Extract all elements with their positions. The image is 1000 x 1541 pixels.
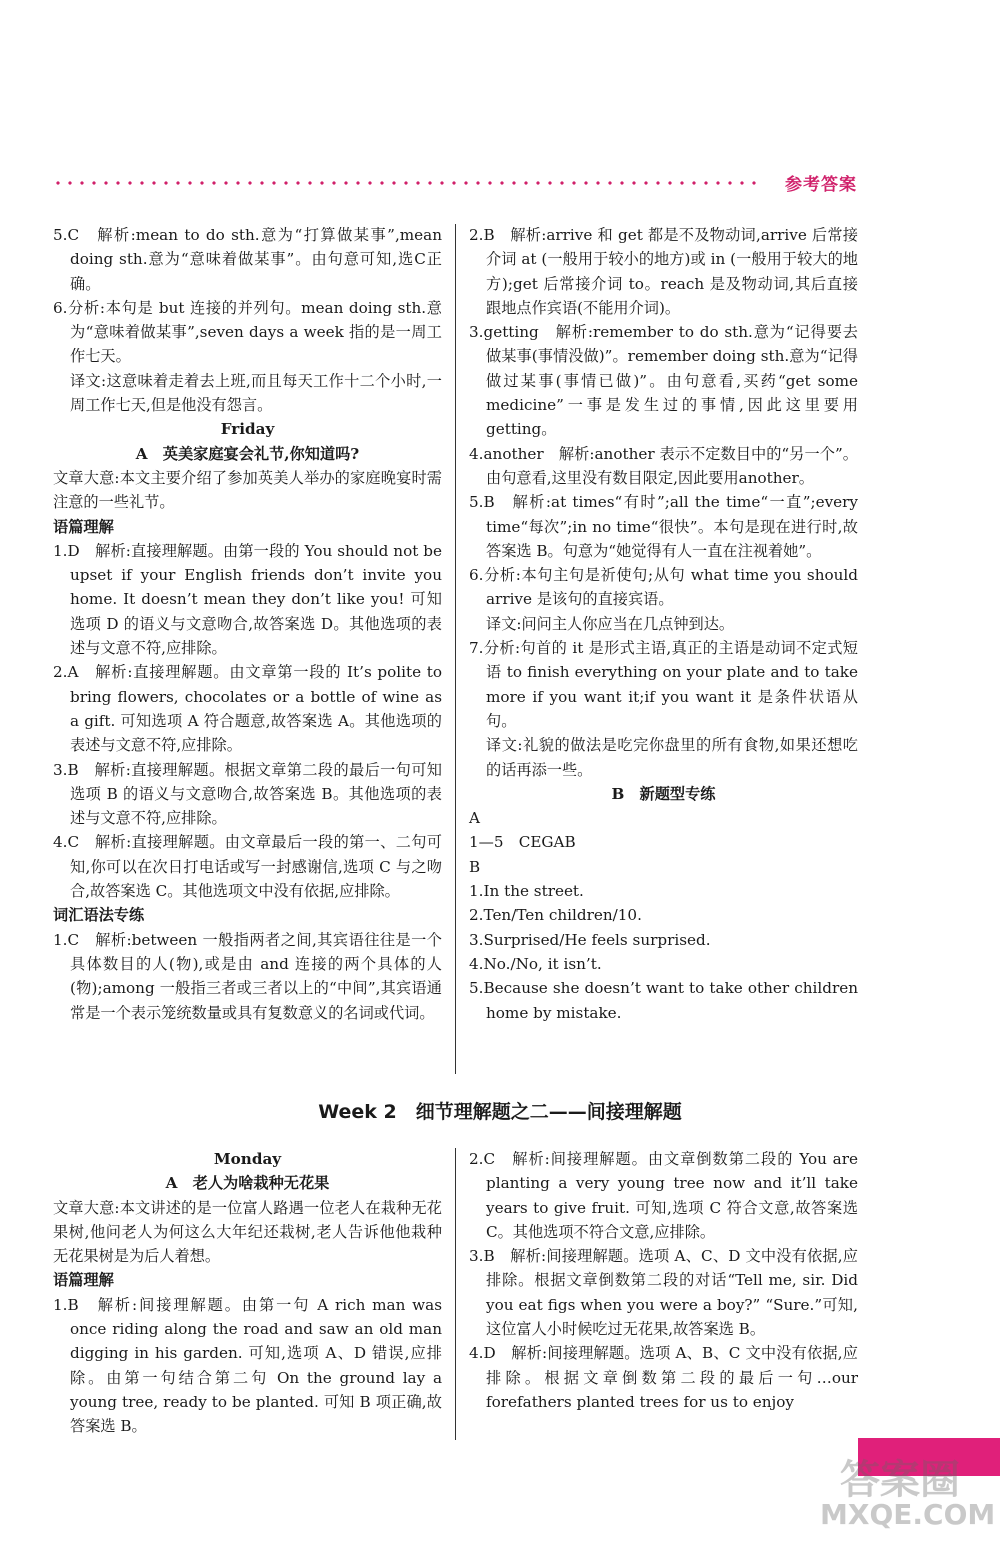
section-label: 语篇理解: [53, 517, 114, 536]
answer-paragraph: 6.分析:本句是 but 连接的并列句。mean doing sth.意为“意味着做某事”,seven days a week 指的是一周工作七天。: [53, 298, 442, 366]
answer-paragraph: 1.In the street.: [469, 882, 584, 901]
section-heading: B 新题型专练: [611, 784, 716, 803]
answer-paragraph: 5.Because she doesn’t want to take other children home by mistake.: [469, 979, 858, 1022]
section-heading: Monday: [213, 1150, 282, 1168]
answer-paragraph: 3.Surprised/He feels surprised.: [469, 930, 711, 949]
answer-paragraph: B: [469, 857, 481, 876]
answer-paragraph: 7.分析:句首的 it 是形式主语,真正的主语是动词不定式短语 to finish everything on your plate and to take more if you want it;if you want it 是条件状语从句。: [469, 639, 858, 730]
answer-paragraph: 2.C 解析:间接理解题。由文章倒数第二段的 You are planting a very young tree now and it’ll take years to give fruit. 可知,选项 C 符合文意,故答案选 C。其他选项不符合文意,应排除。: [469, 1150, 858, 1241]
header-dotted-rule: [52, 181, 764, 185]
page-header-title: 参考答案: [785, 175, 857, 195]
answer-paragraph: 2.Ten/Ten children/10.: [469, 906, 642, 925]
answer-paragraph: 文章大意:本文讲述的是一位富人路遇一位老人在栽种无花果树,他问老人为何这么大年纪还栽树,老人告诉他他栽种无花果树是为后人着想。: [53, 1198, 442, 1266]
column-divider-top: [455, 224, 456, 1074]
answer-paragraph: 5.B 解析:at times“有时”;all the time“一直”;every time“每次”;in no time“很快”。本句是现在进行时,故答案选 B。句意为“她觉得有人一直在注视着她”。: [469, 493, 858, 560]
answer-paragraph: 3.B 解析:直接理解题。根据文章第二段的最后一句可知选项 B 的语义与文意吻合,故答案选 B。其他选项的表述与文意不符,应排除。: [53, 760, 442, 828]
week-section-title: Week 2 细节理解题之二——间接理解题: [318, 1101, 682, 1123]
answer-paragraph: 1—5 CEGAB: [469, 833, 576, 852]
right-column-top: [469, 223, 858, 1025]
answer-paragraph: 5.C 解析:mean to do sth.意为“打算做某事”,mean doing sth.意为“意味着做某事”。由句意可知,选C正确。: [53, 226, 442, 293]
section-heading: A 英美家庭宴会礼节,你知道吗?: [135, 444, 360, 463]
answer-paragraph: 1.B 解析:间接理解题。由第一句 A rich man was once riding along the road and saw an old man digging in his garden. 可知,选项 A、D 错误,应排除。由第一句结合第二句 On the ground lay a young tree, ready to be planted. 可知 B 项正确,故答案选 B。: [53, 1295, 442, 1436]
answer-paragraph: 1.C 解析:between 一般指两者之间,其宾语往往是一个具体数目的人(物),或是由 and 连接的两个具体的人(物);among 一般指三者或三者以上的“中间”,其宾语通常是一个表示笼统数量或具有复数意义的名词或代词。: [53, 930, 442, 1022]
answer-paragraph: 2.B 解析:arrive 和 get 都是不及物动词,arrive 后常接介词 at (一般用于较小的地方)或 in (一般用于较大的地方);get 后常接介词 to。reach 是及物动词,其后直接跟地点作宾语(不能用介词)。: [469, 226, 858, 317]
answer-paragraph: 译文:礼貌的做法是吃完你盘里的所有食物,如果还想吃的话再添一些。: [486, 736, 858, 779]
section-heading: Friday: [220, 420, 275, 439]
watermark-text: 答案圈: [840, 1457, 960, 1503]
answer-paragraph: 4.No./No, it isn’t.: [469, 954, 602, 973]
watermark-logo: [820, 1440, 1000, 1540]
answer-paragraph: 文章大意:本文主要介绍了参加英美人举办的家庭晚宴时需注意的一些礼节。: [53, 468, 442, 512]
answer-paragraph: 6.分析:本句主句是祈使句;从句 what time you should arrive 是该句的直接宾语。: [469, 566, 858, 609]
answer-paragraph: 4.C 解析:直接理解题。由文章最后一段的第一、二句可知,你可以在次日打电话或写一封感谢信,选项 C 与之吻合,故答案选 C。其他选项文中没有依据,应排除。: [53, 833, 442, 901]
answer-paragraph: 3.B 解析:间接理解题。选项 A、C、D 文中没有依据,应排除。根据文章倒数第二段的对话“Tell me, sir. Did you eat figs when you were a boy?” “Sure.”可知,这位富人小时候吃过无花果,故答案选 B。: [469, 1247, 858, 1339]
answer-paragraph: A: [469, 809, 480, 828]
watermark-url: MXQE.COM: [820, 1498, 996, 1531]
section-label: 词汇语法专练: [53, 906, 145, 925]
left-column-bottom: [53, 1147, 442, 1439]
answer-paragraph: 2.A 解析:直接理解题。由文章第一段的 It’s polite to bring flowers, chocolates or a bottle of wine as a gift. 可知选项 A 符合题意,故答案选 A。其他选项的表述与文意不符,应排除。: [53, 663, 442, 755]
column-divider-bottom: [455, 1148, 456, 1440]
section-heading: A 老人为啥栽种无花果: [165, 1174, 330, 1193]
answer-paragraph: 译文:问问主人你应当在几点钟到达。: [486, 614, 735, 633]
answer-paragraph: 译文:这意味着走着去上班,而且每天工作十二个小时,一周工作七天,但是他没有怨言。: [70, 371, 442, 415]
left-column-top: [53, 223, 442, 1025]
answer-paragraph: 4.D 解析:间接理解题。选项 A、B、C 文中没有依据,应排除。根据文章倒数第二段的最后一句…our forefathers planted trees for us to enjoy: [469, 1344, 858, 1411]
answer-paragraph: 4.another 解析:another 表示不定数目中的“另一个”。由句意看,这里没有数目限定,因此要用another。: [469, 444, 858, 487]
section-label: 语篇理解: [53, 1271, 114, 1290]
answer-paragraph: 1.D 解析:直接理解题。由第一段的 You should not be upset if your English friends don’t invite you home. It doesn’t mean they don’t like you! 可知选项 D 的语义与文意吻合,故答案选 D。其他选项的表述与文意不符,应排除。: [53, 541, 442, 658]
right-column-bottom: [469, 1147, 858, 1414]
answer-paragraph: 3.getting 解析:remember to do sth.意为“记得要去做某事(事情没做)”。remember doing sth.意为“记得做过某事(事情已做)”。由句意看,买药“get some medicine”一事是发生过的事情,因此这里要用 getting。: [469, 323, 858, 439]
